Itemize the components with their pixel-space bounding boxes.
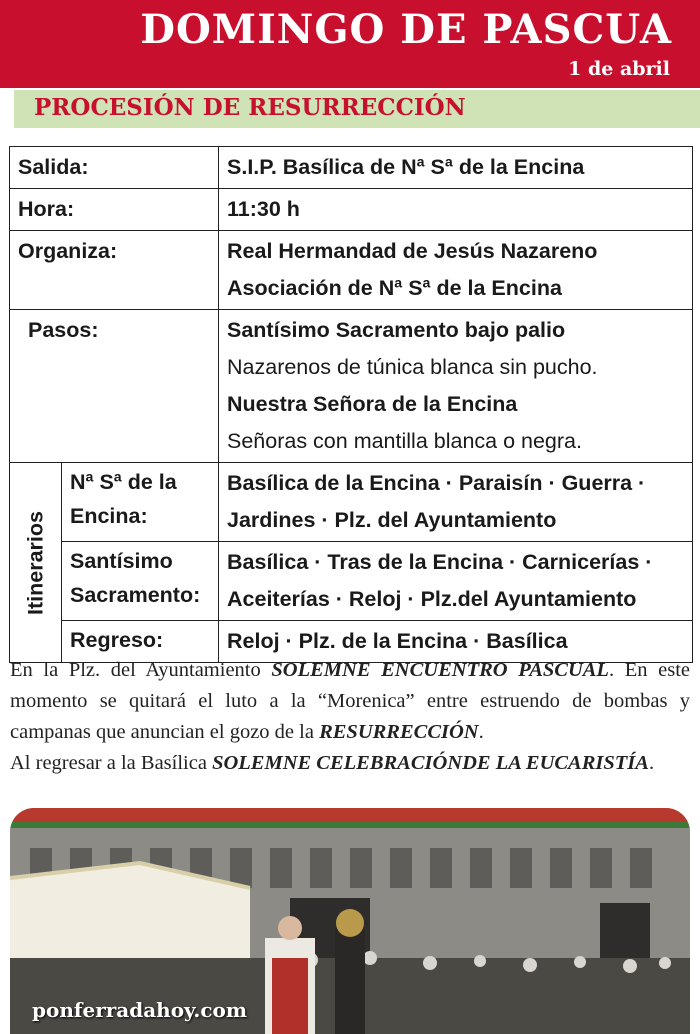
watermark-text: ponferradahoy.com — [32, 998, 248, 1022]
row-itinerario-sacramento — [10, 542, 693, 621]
sacramento-route — [219, 542, 693, 621]
itinerarios-label: Itinerarios — [23, 510, 47, 615]
row-itinerario-encina — [10, 463, 693, 542]
description-text — [10, 655, 690, 779]
sacramento-label — [62, 542, 219, 621]
section-title: PROCESIÓN DE RESURRECCIÓN — [34, 94, 466, 121]
salida-value: S.I.P. Basílica de Nª Sª de la Encina — [219, 147, 693, 189]
pasos-line-4: Señoras con mantilla blanca o negra. — [227, 429, 582, 453]
p2-text-c: . — [648, 752, 655, 774]
p2-emphasis-eucaristia: SOLEMNE CELEBRACIÓNDE LA EUCARISTÍA — [212, 752, 649, 774]
encina-route — [219, 463, 693, 542]
row-pasos — [10, 310, 693, 463]
encina-route-1: Basílica de la Encina · Paraisín · Guerra · — [227, 471, 646, 495]
p1-emphasis-encuentro: SOLEMNE ENCUENTRO PASCUAL — [271, 659, 609, 681]
itinerarios-cell — [10, 463, 62, 663]
encina-label-1: Nª Sª de la — [70, 470, 177, 494]
organiza-value — [219, 231, 693, 310]
sacramento-route-2: Aceiterías · Reloj · Plz.del Ayuntamiento — [227, 587, 637, 611]
organiza-label: Organiza: — [10, 231, 219, 310]
sacramento-route-1: Basílica · Tras de la Encina · Carnicerías · — [227, 550, 653, 574]
p1-text-c: . En este momento se quitará el luto a la “Morenica” entre estruendo de bombas y campanas que anuncian el gozo de la — [10, 659, 690, 743]
organiza-line-2: Asociación de Nª Sª de la Encina — [227, 276, 562, 300]
regreso-label: Regreso: — [62, 621, 219, 663]
pasos-label: Pasos: — [10, 310, 219, 463]
row-hora — [10, 189, 693, 231]
pasos-line-2: Nazarenos de túnica blanca sin pucho. — [227, 355, 598, 379]
regreso-route: Reloj · Plz. de la Encina · Basílica — [219, 621, 693, 663]
row-organiza — [10, 231, 693, 310]
encina-route-2: Jardines · Plz. del Ayuntamiento — [227, 508, 557, 532]
pasos-line-1: Santísimo Sacramento bajo palio — [227, 318, 566, 342]
header-banner — [0, 0, 700, 88]
sacramento-label-2: Sacramento: — [70, 583, 201, 607]
paragraph-2 — [10, 748, 690, 779]
subheader-band — [14, 90, 700, 128]
salida-label: Salida: — [10, 147, 219, 189]
info-table — [9, 146, 693, 663]
pasos-value — [219, 310, 693, 463]
p1-emphasis-resurreccion: RESURRECCIÓN — [319, 721, 479, 743]
row-salida — [10, 147, 693, 189]
encina-label — [62, 463, 219, 542]
encina-label-2: Encina: — [70, 504, 148, 528]
page-title: DOMINGO DE PASCUA — [140, 6, 672, 53]
hora-value: 11:30 h — [219, 189, 693, 231]
p1-text-e: . — [478, 721, 484, 743]
event-date: 1 de abril — [568, 58, 670, 80]
p2-text-a: Al regresar a la Basílica — [10, 752, 213, 774]
paragraph-1 — [10, 655, 690, 748]
sacramento-label-1: Santísimo — [70, 549, 173, 573]
organiza-line-1: Real Hermandad de Jesús Nazareno — [227, 239, 598, 263]
hora-label: Hora: — [10, 189, 219, 231]
p1-text-a: En la Plz. del Ayuntamiento — [10, 659, 272, 681]
pasos-line-3: Nuestra Señora de la Encina — [227, 392, 518, 416]
